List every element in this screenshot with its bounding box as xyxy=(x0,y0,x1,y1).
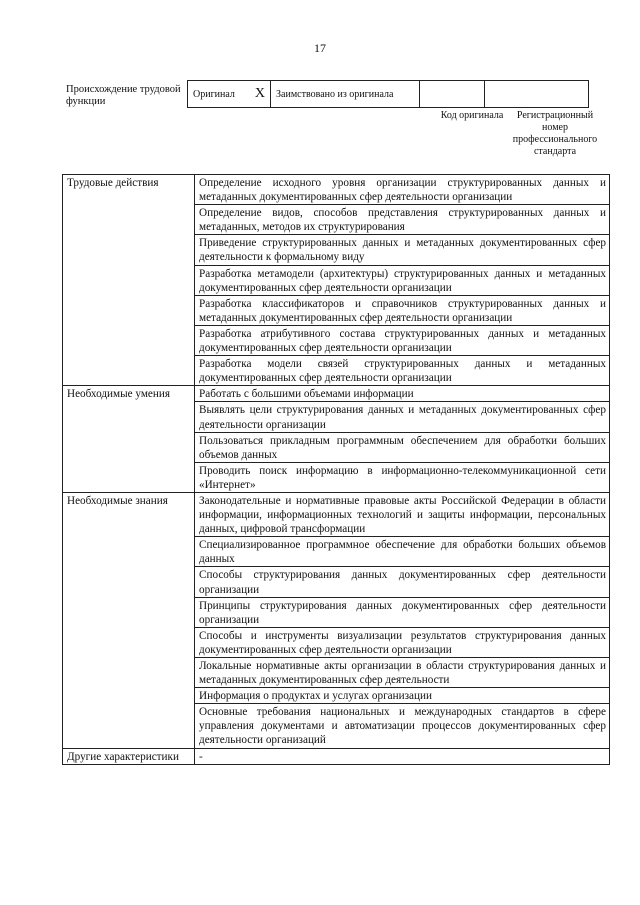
section-item: Пользоваться прикладным программным обеспечением для обработки больших объемов данных xyxy=(195,432,610,462)
section-title: Необходимые знания xyxy=(63,492,195,748)
section-item: Выявлять цели структурирования данных и метаданных документированных сфер деятельности организации xyxy=(195,402,610,432)
borrowed-label: Заимствовано из оригинала xyxy=(276,88,394,100)
reg-number-caption: Регистрационный номер профессионального стандарта xyxy=(512,110,598,157)
section-item: Разработка модели связей структурированных данных и метаданных документированных сфер деятельности организации xyxy=(195,356,610,386)
labor-function-table-body xyxy=(63,175,610,765)
code-original-caption: Код оригинала xyxy=(440,110,504,121)
section-item: Способы структурирования данных документированных сфер деятельности организации xyxy=(195,567,610,597)
section-item: Информация о продуктах и услугах организации xyxy=(195,688,610,704)
original-mark: X xyxy=(254,86,266,101)
section-item: Проводить поиск информацию в информационно-телекоммуникационной сети «Интернет» xyxy=(195,462,610,492)
code-original-cell xyxy=(420,81,485,108)
original-cell xyxy=(188,81,271,108)
section-item: Приведение структурированных данных и метаданных документированных сфер деятельности к формальному виду xyxy=(195,235,610,265)
section-item: Законодательные и нормативные правовые акты Российской Федерации в области информации, информационных технологий и защиты информации, персональных данных, цифровой трансформации xyxy=(195,492,610,536)
section-item: Разработка атрибутивного состава структурированных данных и метаданных документированных сфер деятельности организации xyxy=(195,325,610,355)
borrowed-cell xyxy=(271,81,420,108)
section-item: Разработка метамодели (архитектуры) структурированных данных и метаданных документированных сфер деятельности организации xyxy=(195,265,610,295)
labor-function-table xyxy=(62,174,610,765)
origin-label: Происхождение трудовой функции xyxy=(66,84,181,107)
section-item: Разработка классификаторов и справочников структурированных данных и метаданных документированных сфер деятельности организации xyxy=(195,295,610,325)
original-label: Оригинал xyxy=(193,89,235,100)
reg-number-cell xyxy=(485,81,589,108)
section-item: Локальные нормативные акты организации в области структурирования данных и метаданных документированных сфер деятельности xyxy=(195,658,610,688)
section-item: Способы и инструменты визуализации результатов структурирования данных документированных сфер деятельности организации xyxy=(195,627,610,657)
section-title: Необходимые умения xyxy=(63,386,195,493)
page-number: 17 xyxy=(314,41,326,55)
section-item: - xyxy=(195,748,610,764)
table-row xyxy=(63,492,610,536)
section-item: Основные требования национальных и международных стандартов в сфере управления документами и автоматизации процессов документированных сфер деятельности организаций xyxy=(195,704,610,748)
section-title: Другие характеристики xyxy=(63,748,195,764)
table-row xyxy=(63,175,610,205)
section-item: Определение видов, способов представления структурированных данных и метаданных, методов их структурирования xyxy=(195,205,610,235)
table-row xyxy=(63,386,610,402)
origin-table xyxy=(187,80,589,108)
section-item: Принципы структурирования данных документированных сфер деятельности организации xyxy=(195,597,610,627)
section-title: Трудовые действия xyxy=(63,175,195,386)
table-row xyxy=(63,748,610,764)
section-item: Определение исходного уровня организации структурированных данных и метаданных документированных сфер деятельности организации xyxy=(195,175,610,205)
section-item: Работать с большими объемами информации xyxy=(195,386,610,402)
section-item: Специализированное программное обеспечение для обработки больших объемов данных xyxy=(195,537,610,567)
